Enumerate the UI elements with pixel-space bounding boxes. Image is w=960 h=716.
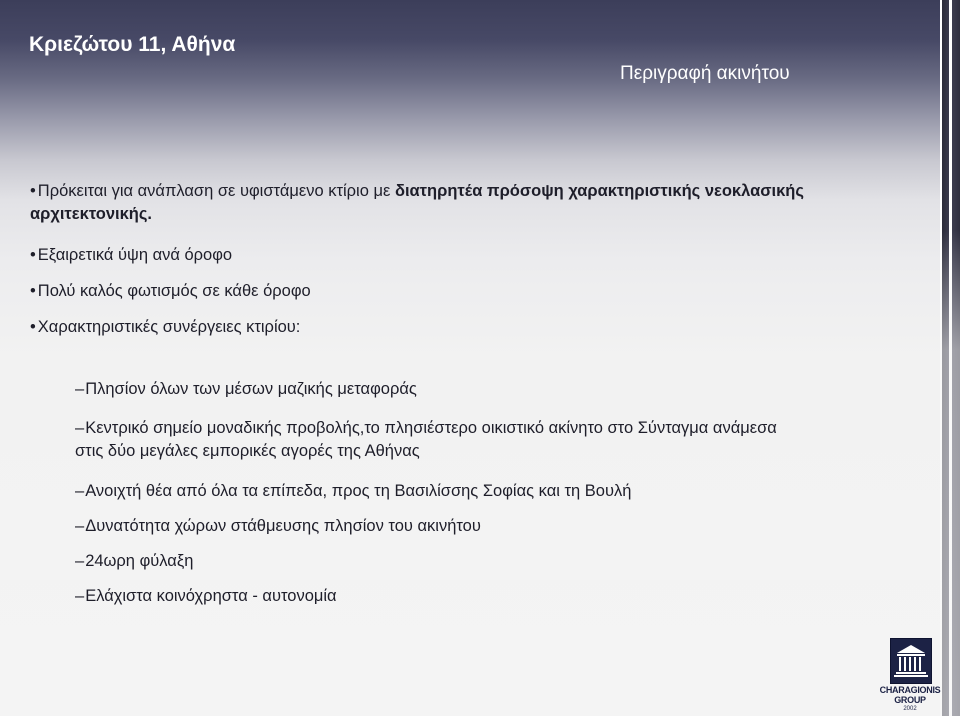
sub-bullet-security (75, 550, 905, 573)
sub-bullet-text: Ελάχιστα κοινόχρηστα - αυτονομία (85, 587, 337, 605)
logo-year: 2002 (903, 706, 917, 712)
bullet-text: Εξαιρετικά ύψη ανά όροφο (37, 246, 233, 264)
bullet-text: Πολύ καλός φωτισμός σε κάθε όροφο (37, 282, 311, 300)
sub-bullet-view (75, 480, 905, 503)
bullet-dot: • (30, 282, 36, 300)
sub-bullet-transport (75, 378, 905, 401)
bullet-dot: • (30, 182, 36, 200)
bullet-text-bold-cont: αρχιτεκτονικής. (30, 205, 153, 223)
sub-bullet-dash: – (75, 419, 85, 437)
bullet-item-lighting (30, 280, 910, 303)
slide-subtitle: Περιγραφή ακινήτου (620, 63, 790, 84)
sub-bullet-parking (75, 515, 905, 538)
sub-bullet-autonomy (75, 585, 905, 608)
sub-bullet-dash: – (75, 482, 85, 500)
bullet-item-facade (30, 180, 910, 226)
sub-bullet-text: Κεντρικό σημείο μοναδικής προβολής,το πλησιέστερο οικιστικό ακίνητο στο Σύνταγμα ανάμεσα (85, 419, 777, 437)
sub-bullet-dash: – (75, 380, 85, 398)
sub-bullet-central (75, 417, 905, 463)
logo-name: CHARAGIONIS GROUP (879, 685, 941, 705)
bullet-text: Χαρακτηριστικές συνέργειες κτιρίου: (37, 318, 301, 336)
bullet-dot: • (30, 246, 36, 264)
bullet-text: Πρόκειται για ανάπλαση σε υφιστάμενο κτίριο με (37, 182, 395, 200)
sub-bullet-text-cont: στις δύο μεγάλες εμπορικές αγορές της Αθήνας (75, 442, 420, 460)
sub-bullet-text: Δυνατότητα χώρων στάθμευσης πλησίον του ακινήτου (85, 517, 481, 535)
sub-bullet-dash: – (75, 517, 85, 535)
bullet-item-heights (30, 244, 910, 267)
right-strip-fade (940, 230, 960, 716)
company-logo (878, 638, 940, 714)
slide-title: Κριεζώτου 11, Αθήνα (29, 33, 236, 56)
building-columns-icon (890, 638, 932, 684)
sub-bullet-text: Πλησίον όλων των μέσων μαζικής μεταφοράς (85, 380, 417, 398)
sub-bullet-dash: – (75, 552, 85, 570)
sub-bullet-text: Ανοιχτή θέα από όλα τα επίπεδα, προς τη Βασιλίσσης Σοφίας και τη Βουλή (85, 482, 632, 500)
bullet-text-bold: διατηρητέα πρόσοψη χαρακτηριστικής νεοκλασικής (394, 182, 804, 200)
sub-bullet-text: 24ωρη φύλαξη (85, 552, 194, 570)
bullet-dot: • (30, 318, 36, 336)
sub-bullet-dash: – (75, 587, 85, 605)
bullet-item-synergies (30, 316, 910, 339)
